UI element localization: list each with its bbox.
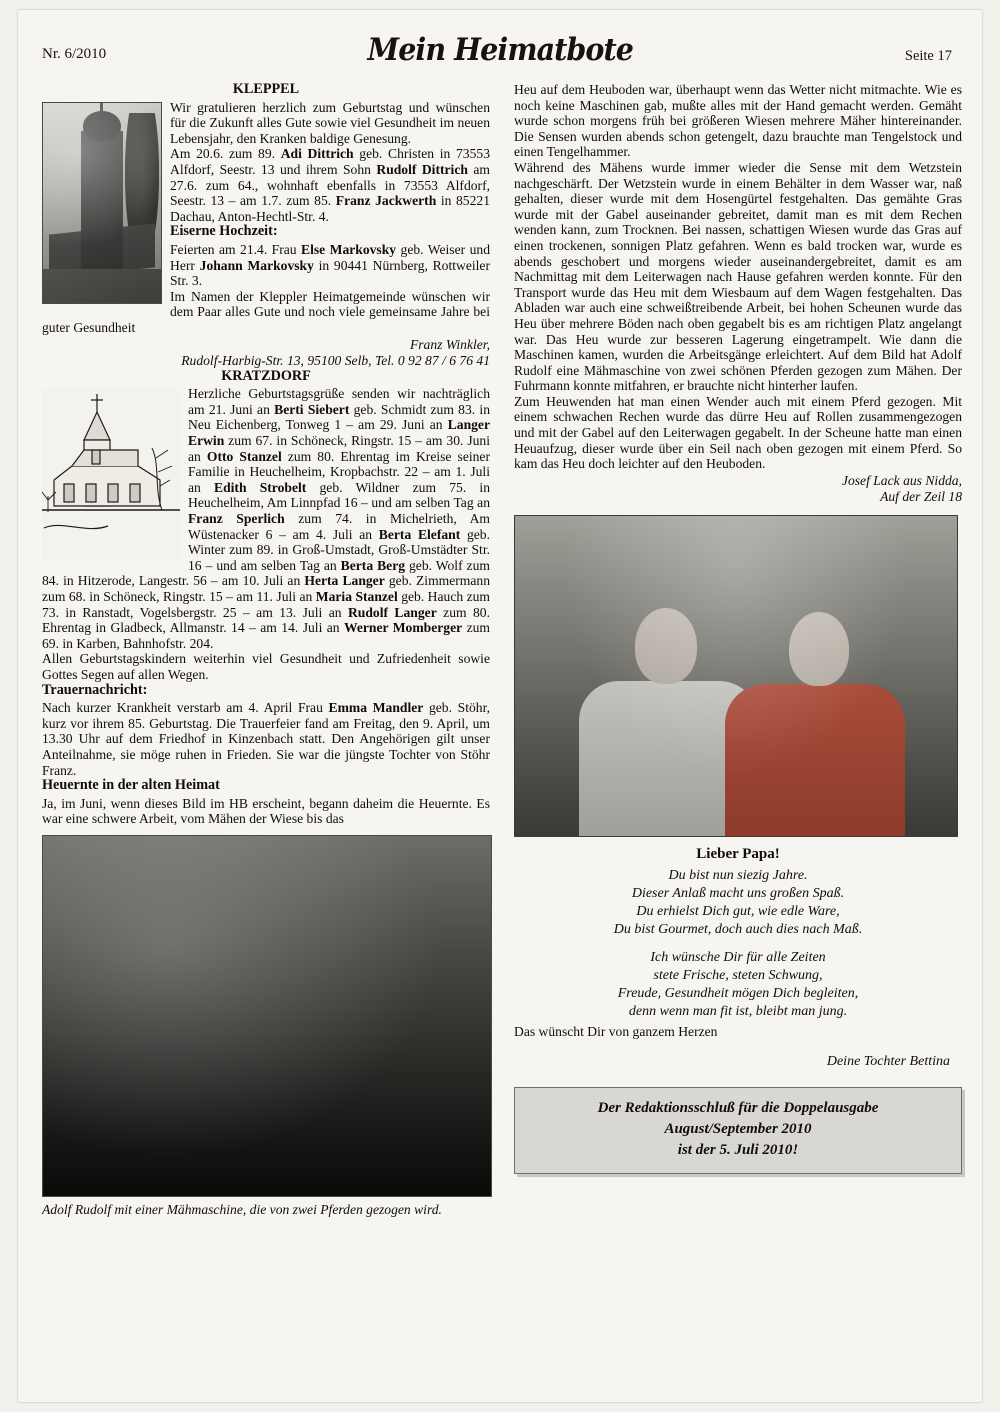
- text-run: zum 80. Ehrentag im Kreise seiner Familie in Heuchelheim, Kropbachstr. 22 – am 1. Juli an: [188, 448, 490, 495]
- horses-mowing-photo: [42, 835, 492, 1197]
- church-drawing-svg: [42, 388, 180, 560]
- couple-portrait-photo: [514, 515, 958, 837]
- section-title-eiserne-hochzeit: Eiserne Hochzeit:: [170, 223, 278, 240]
- person-name: Werner Momberger: [344, 620, 463, 636]
- horses-photo-caption: Adolf Rudolf mit einer Mähmaschine, die von zwei Pferden gezogen wird.: [42, 1201, 442, 1217]
- person-name: Johann Markovsky: [199, 257, 314, 273]
- person-name: Berta Elefant: [378, 526, 461, 542]
- masthead: [18, 32, 982, 68]
- person-name: Emma Mandler: [328, 700, 424, 716]
- heuernte-signature-name: Josef Lack aus Nidda,: [841, 472, 962, 488]
- kleppel-intro: Wir gratulieren herzlich zum Geburtstag und wünschen für die Zukunft alles Gute sowie viel Gesundheit im neuen Lebensjahr, den Kranken baldige Genesung.: [170, 99, 490, 146]
- text-run: zum 74. in Michelrieth, Am Wüstenacker 6 – am 4. Juli an: [188, 511, 490, 542]
- person-name: Rudolf Dittrich: [376, 161, 468, 177]
- poem-line: Du bist Gourmet, doch auch dies nach Maß.: [613, 922, 863, 938]
- church-drawing-kratzdorf: [42, 388, 180, 560]
- poem-line: stete Frische, steten Schwung,: [653, 968, 823, 984]
- kleppel-signature-address: Rudolf-Harbig-Str. 13, 95100 Selb, Tel. 0 92 87 / 6 76 41: [181, 353, 490, 369]
- church-photo-kleppel: [42, 102, 162, 304]
- poem-line: denn wenn man fit ist, bleibt man jung.: [628, 1004, 848, 1020]
- editorial-deadline-notice: [514, 1087, 962, 1174]
- person-name: Maria Stanzel: [315, 589, 398, 604]
- text-run: geb. Stöhr, kurz vor ihrem 85. Geburtstag. Die Trauerfeier fand am Freitag, den 9. April, um 13.30 Uhr auf dem Friedhof in Kinzenbach statt. Den Angehörigen gilt unser Anteilnahme, sie möge ruhen in Frieden. Sie war die jüngste Tochter von Stöhr Franz.: [42, 700, 490, 778]
- poem-title: Lieber Papa!: [696, 846, 780, 863]
- text-run: in 90441 Nürnberg, Rottweiler Str. 3.: [170, 257, 490, 289]
- poem-line: Dieser Anlaß macht uns großen Spaß.: [631, 886, 845, 902]
- kleppel-signature-name: Franz Winkler,: [409, 336, 490, 352]
- masthead-title: Mein Heimatbote: [367, 32, 633, 68]
- poem-closing-line: Das wünscht Dir von ganzem Herzen: [514, 1024, 718, 1040]
- section-title-kleppel: KLEPPEL: [232, 81, 300, 97]
- poem-signature: Deine Tochter Bettina: [826, 1054, 950, 1070]
- poem-line: Ich wünsche Dir für alle Zeiten: [650, 950, 826, 966]
- person-name: Rudolf Langer: [347, 604, 437, 620]
- text-run: geb. Wildner zum 75. in Heuchelheim, Am Linnpfad 16 – und am selben Tag an: [188, 479, 490, 511]
- text-run: in 85221 Dachau, Anton-Hechtl-Str. 4.: [170, 193, 490, 224]
- poem-line: Du bist nun siezig Jahre.: [668, 868, 808, 884]
- person-name: Langer Erwin: [188, 417, 490, 449]
- page-number: Seite 17: [904, 48, 952, 64]
- person-name: Herta Langer: [304, 573, 385, 589]
- notice-line-1: Der Redaktionsschluß für die Doppelausgabe: [597, 1100, 879, 1117]
- birthday-poem: [514, 845, 962, 1071]
- issue-number: Nr. 6/2010: [42, 46, 107, 62]
- kratzdorf-wish: Allen Geburtstagskindern weiterhin viel Gesundheit und Zufriedenheit sowie Gottes Segen auf allen Wegen.: [42, 651, 490, 682]
- paper-sheet: [18, 10, 982, 1402]
- section-title-kratzdorf: KRATZDORF: [221, 367, 311, 384]
- person-name: Berta Berg: [340, 557, 406, 573]
- text-run: geb. Zimmermann zum 68. in Schöneck, Ringstr. 15 – am 11. Juli an: [42, 573, 490, 604]
- text-run: geb. Winter zum 89. in Groß-Umstadt, Groß-Umstädter Str. 16 – und am selben Tag an: [188, 526, 490, 573]
- section-title-heuernte: Heuernte in der alten Heimat: [42, 777, 220, 794]
- right-column: [514, 82, 962, 1174]
- person-name: Franz Jackwerth: [335, 193, 437, 209]
- person-name: Otto Stanzel: [206, 448, 282, 464]
- text-run: geb. Schmidt zum 83. in Neu Eichenberg, Tonweg 1 – am 29. Juni an: [188, 401, 490, 433]
- person-name: Berti Siebert: [274, 401, 350, 417]
- text-run: geb. Weiser und Herr: [170, 241, 490, 273]
- article-columns: [42, 82, 962, 1382]
- poem-line: Freude, Gesundheit mögen Dich begleiten,: [617, 986, 859, 1002]
- person-name: Edith Strobelt: [214, 479, 307, 495]
- text-run: zum 69. in Karben, Bahnhofstr. 204.: [42, 620, 490, 651]
- text-run: Am 20.6. zum 89.: [170, 146, 281, 162]
- text-run: geb. Christen in 73553 Alfdorf, Seestr. 13 und ihrem Sohn: [170, 146, 490, 177]
- text-run: am 27.6. zum 64., wohnhaft ebenfalls in 73553 Alfdorf, Seestr. 13 – am 1.7. zum 85.: [170, 161, 490, 209]
- text-run: geb. Wolf zum 84. in Hitzerode, Langestr. 56 – am 10. Juli an: [42, 557, 490, 589]
- notice-line-3: ist der 5. Juli 2010!: [677, 1142, 799, 1159]
- heuernte-signature-address: Auf der Zeil 18: [880, 489, 962, 505]
- heuernte-continued-p3: Zum Heuwenden hat man einen Wender auch mit einem Pferd gezogen. Mit einem schwachen Rechen wurde das dürre Heu auf Rollen zusammengezogen und mit der Gabel auf den Leiterwagen gegabelt. In der Scheune hatte man einen Heuaufzug, dieser wurde über ein Seil nach oben gezogen mit einem Pferd. So kam das Heu doch leichter auf den Heuboden.: [514, 393, 962, 472]
- heuernte-continued-p1: Heu auf dem Heuboden war, überhaupt wenn das Wetter nicht mitmachte. Wie es noch keine Maschinen gab, mußte alles mit der Hand gemacht werden. Gemäht wurde schon morgens früh bei größeren Wiesen mehrere Mäher hintereinander. Die Sensen wurden abends schon getengelt, dazu brauchte man Tengelstock und einen Tengelhammer.: [514, 82, 962, 160]
- text-run: geb. Hauch zum 73. in Ranstadt, Vogelsbergstr. 25 – am 13. Juli an: [42, 589, 490, 620]
- text-run: Feierten am 21.4. Frau: [170, 241, 302, 257]
- trauernachricht-text: [42, 700, 490, 778]
- text-run: zum 80. Ehrentag in Gladbeck, Allmanstr. 14 – am 14. Juli an: [42, 604, 490, 636]
- left-column: [42, 82, 490, 1218]
- person-name: Franz Sperlich: [188, 511, 285, 527]
- text-run: Herzliche Geburtstagsgrüße senden wir nachträglich am 21. Juni an: [188, 386, 490, 417]
- heuernte-text: Ja, im Juni, wenn dieses Bild im HB erscheint, begann daheim die Heuernte. Es war eine schwere Arbeit, vom Mähen der Wiese bis das: [42, 795, 490, 827]
- section-title-trauernachricht: Trauernachricht:: [42, 681, 148, 698]
- text-run: zum 67. in Schöneck, Ringstr. 15 – am 30. Juni an: [188, 433, 490, 464]
- poem-line: Du erhielst Dich gut, wie edle Ware,: [636, 904, 840, 920]
- poem-stanza-gap: [514, 939, 962, 949]
- person-name: Adi Dittrich: [280, 146, 354, 162]
- text-run: Nach kurzer Krankheit verstarb am 4. April Frau: [42, 700, 329, 716]
- kleppel-wish: Im Namen der Kleppler Heimatgemeinde wünschen wir dem Paar alles Gute und noch viele gemeinsame Jahre bei guter Gesundheit: [42, 288, 490, 335]
- person-name: Else Markovsky: [301, 241, 397, 257]
- heuernte-continued-p2: Während des Mähens wurde immer wieder die Sense mit dem Wetzstein nachgeschärft. Der Wetzstein wurde in einem Behälter in dem Wasser war, naß gehalten, dieser wurde mit dem Hosengürtel festgehalten. Das gemähte Gras wurde mit der Gabel auseinander gebreitet, damit man es mit dem Rechen wenden kann, zum Trocknen. Bei nassen, schattigen Wiesen wurde das Gras auf einen trockenen, sonnigen Platz gefahren. Wenn es bald trocken war, wurde es abends geschobert und morgens wieder auseinandergebreitet, damit es am Nachmittag mit dem Leiterwagen nach Hause gefahren werden konnte. Für den Transport wurde das Heu mit dem Wiesbaum auf dem Wagen festgehalten. Das Abladen war auch eine schweißtreibende Arbeit, bei hohen Scheunen wurde das Heu über mehrere Böden nach oben gegabelt bis es am richtigen Platz angelangt war. Das Heu wurde zur besseren Lagerung eingetrampelt. Wie dann die Maschinen kamen, wurden die Arbeitsgänge erleichtert. Auf dem Bild hat Adolf Rudolf eine Mähmaschine von zwei schönen Pferden gezogen zum Mähen. Der Fuhrmann konnte mitfahren, er brauchte nicht hinterher laufen.: [514, 159, 962, 394]
- notice-line-2: August/September 2010: [664, 1121, 812, 1138]
